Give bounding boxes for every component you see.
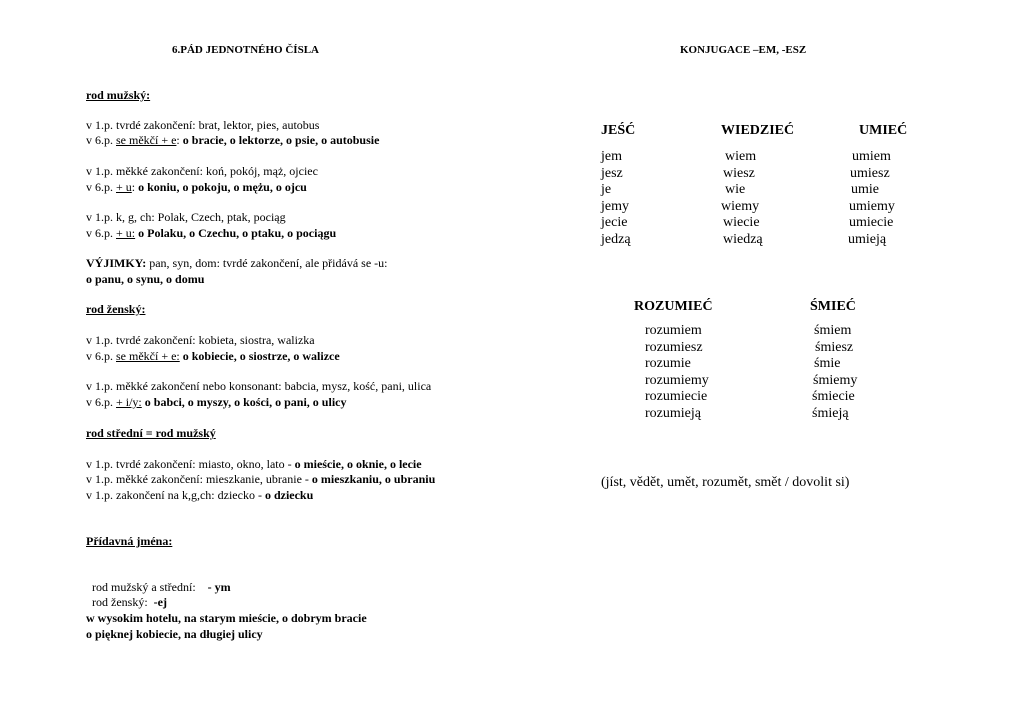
exceptions-text: pan, syn, dom: tvrdé zakončení, ale přidává se -u: — [146, 256, 388, 270]
fem-soft-locative — [86, 395, 346, 410]
verb-form: rozumieją — [645, 405, 701, 421]
verb-form: wiesz — [723, 165, 755, 181]
label: rod ženský: — [92, 595, 154, 609]
rule: v 1.p. tvrdé zakončení: miasto, okno, lato - — [86, 457, 295, 471]
rule: + u: — [116, 226, 136, 240]
exceptions-line — [86, 256, 388, 271]
verb-form: umie — [851, 182, 879, 197]
right-title: KONJUGACE –EM, -ESZ — [680, 44, 807, 56]
verb-form: jem — [601, 149, 622, 164]
fem-soft-nominative: v 1.p. měkké zakončení nebo konsonant: babcia, mysz, kość, pani, ulica — [86, 379, 432, 393]
examples: o mieście, o oknie, o lecie — [294, 457, 422, 471]
rule: se měkčí + e — [116, 133, 177, 147]
rule: + i/y: — [116, 395, 142, 409]
verb-column-wiedziec — [721, 123, 794, 248]
neut-soft — [86, 472, 435, 487]
verb-form: umiecie — [849, 215, 894, 230]
verb-form: śmiecie — [812, 389, 855, 404]
example-line-1: w wysokim hotelu, na starym mieście, o dobrym bracie — [86, 611, 367, 625]
neut-hard — [86, 457, 422, 472]
masc-hard-nominative: v 1.p. tvrdé zakončení: brat, lektor, pies, autobus — [86, 118, 320, 132]
examples: o dziecku — [264, 488, 314, 502]
examples: o babci, o myszy, o kości, o pani, o ulicy — [144, 395, 347, 409]
case-label: v 6.p. — [86, 395, 116, 409]
adj-fem — [86, 580, 167, 610]
verb-form: śmie — [814, 356, 841, 371]
verb-form: rozumie — [645, 356, 691, 371]
separator: : — [176, 133, 183, 147]
case-label: v 6.p. — [86, 180, 116, 194]
verb-heading: ROZUMIEĆ — [634, 299, 713, 314]
examples: o bracie, o lektorze, o psie, o autobusie — [182, 133, 380, 147]
verb-form: wiemy — [721, 198, 760, 214]
verb-column-smiec — [810, 299, 857, 422]
verb-form: wiedzą — [723, 231, 763, 247]
examples: o koniu, o pokoju, o mężu, o ojcu — [138, 180, 307, 194]
verb-form: umiesz — [850, 165, 890, 181]
verb-form: rozumiecie — [645, 389, 708, 404]
verb-form: jecie — [601, 215, 628, 230]
fem-hard-locative — [86, 349, 340, 364]
verb-form: rozumiesz — [645, 339, 703, 355]
left-title: 6.PÁD JEDNOTNÉHO ČÍSLA — [172, 44, 319, 56]
ending: - ym — [207, 580, 231, 594]
verb-form: jesz — [601, 165, 623, 181]
verb-form: umiemy — [849, 198, 895, 214]
verb-form: je — [601, 182, 612, 197]
verb-form: śmiemy — [813, 372, 858, 388]
rule: v 1.p. zakončení na k,g,ch: dziecko - — [86, 488, 265, 502]
verb-form: jedzą — [601, 231, 631, 247]
verb-form: śmiesz — [815, 339, 854, 355]
verb-column-rozumiec — [634, 299, 713, 422]
feminine-heading: rod ženský: — [86, 302, 146, 316]
verb-heading: JEŚĆ — [601, 123, 636, 138]
examples: o mieszkaniu, o ubraniu — [311, 472, 436, 486]
separator: : — [131, 180, 139, 194]
rule: + u — [116, 180, 132, 194]
fem-hard-nominative: v 1.p. tvrdé zakončení: kobieta, siostra, walizka — [86, 333, 315, 347]
masc-soft-nominative: v 1.p. měkké zakončení: koń, pokój, mąż, ojciec — [86, 164, 318, 178]
verb-form: umieją — [848, 231, 887, 247]
translation-note: (jíst, vědět, umět, rozumět, smět / dovolit si) — [601, 475, 850, 490]
neut-kg — [86, 488, 313, 503]
verb-column-umiec — [848, 123, 907, 248]
neuter-heading: rod střední = rod mužský — [86, 426, 216, 440]
examples: o Polaku, o Czechu, o ptaku, o pociągu — [138, 226, 337, 240]
verb-heading: WIEDZIEĆ — [721, 123, 795, 138]
masc-kg-locative — [86, 226, 336, 241]
case-label: v 6.p. — [86, 226, 116, 240]
label: rod mužský a střední: — [92, 580, 208, 594]
masc-hard-locative — [86, 133, 379, 148]
exceptions-label: VÝJIMKY: — [86, 256, 147, 270]
masculine-heading: rod mužský: — [86, 88, 151, 102]
examples: o kobiecie, o siostrze, o walizce — [182, 349, 340, 363]
verb-form: śmiem — [814, 323, 852, 338]
verb-heading: ŚMIEĆ — [810, 299, 856, 314]
rule: v 1.p. měkké zakončení: mieszkanie, ubranie - — [86, 472, 312, 486]
masc-soft-locative — [86, 180, 307, 195]
verb-form: jemy — [601, 198, 629, 214]
ending: -ej — [153, 595, 167, 609]
verb-form: wiecie — [723, 215, 760, 230]
masc-kg-nominative: v 1.p. k, g, ch: Polak, Czech, ptak, pociąg — [86, 210, 286, 224]
verb-form: rozumiem — [645, 323, 702, 338]
rule: se měkčí + e: — [116, 349, 180, 363]
verb-form: śmieją — [812, 405, 849, 421]
verb-form: rozumiemy — [645, 372, 709, 388]
verb-form: wie — [725, 182, 746, 197]
verb-column-jesc — [601, 123, 635, 248]
adjectives-heading: Přídavná jména: — [86, 534, 173, 548]
verb-form: wiem — [725, 149, 757, 164]
exceptions-examples: o panu, o synu, o domu — [86, 272, 205, 286]
example-line-2: o pięknej kobiecie, na długiej ulicy — [86, 627, 263, 641]
verb-form: umiem — [852, 149, 891, 164]
verb-heading: UMIEĆ — [859, 123, 908, 138]
case-label: v 6.p. — [86, 133, 116, 147]
case-label: v 6.p. — [86, 349, 116, 363]
